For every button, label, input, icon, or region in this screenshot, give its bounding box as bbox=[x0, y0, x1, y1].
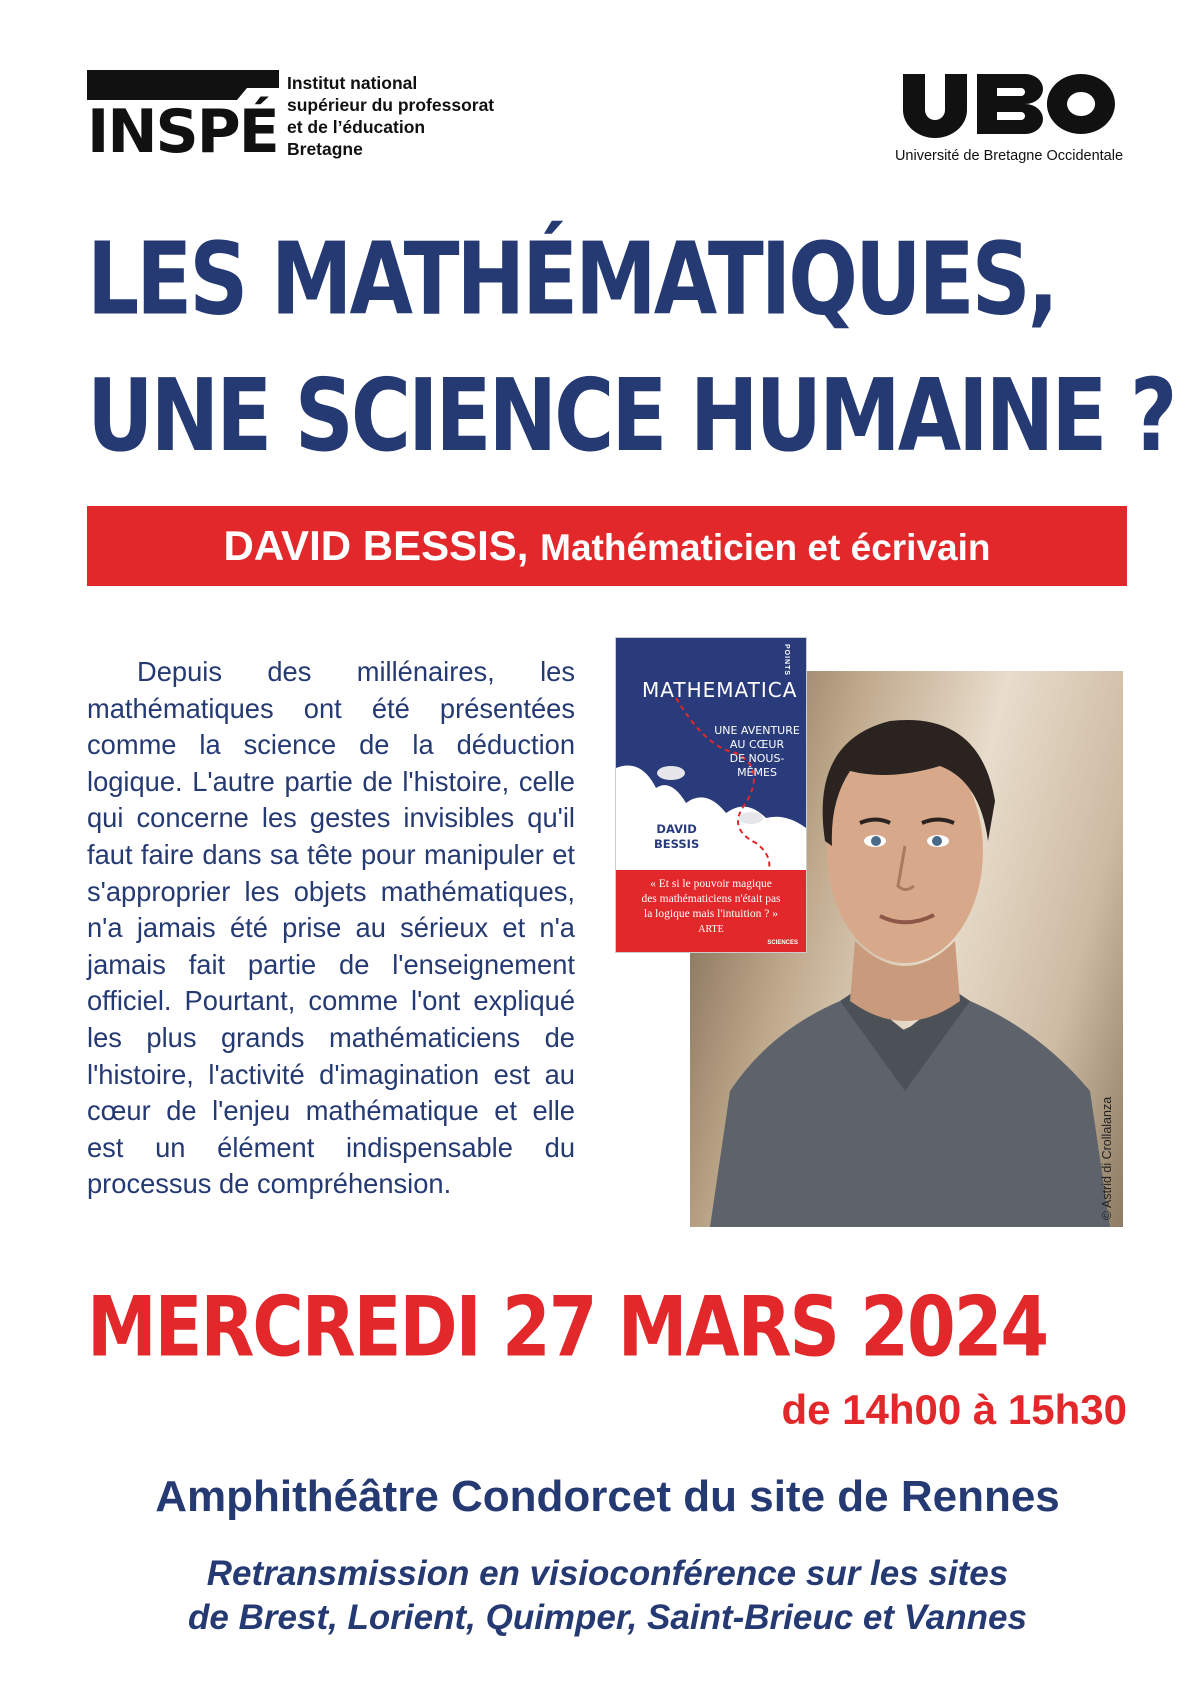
inspe-line: et de l’éducation bbox=[287, 117, 426, 137]
ubo-logo bbox=[894, 70, 1124, 170]
book-title: MATHEMATICA bbox=[642, 678, 798, 702]
event-time: de 14h00 à 15h30 bbox=[781, 1386, 1127, 1433]
ubo-logo-mark bbox=[899, 70, 1119, 138]
broadcast-line-1: Retransmission en visioconférence sur les sites bbox=[206, 1554, 1009, 1593]
book-quote-source: ARTE bbox=[698, 924, 724, 935]
title-line-1: LES MATHÉMATIQUES, bbox=[87, 221, 1056, 338]
book-author-line: DAVID bbox=[656, 822, 697, 836]
book-collection: SCIENCES bbox=[767, 940, 798, 946]
book-quote-line: la logique mais l'intuition ? » bbox=[644, 908, 778, 920]
inspe-logo-text: INSPÉ bbox=[87, 97, 278, 156]
inspe-institution-name bbox=[287, 72, 527, 160]
book-series: POINTS bbox=[783, 644, 790, 677]
book-subtitle bbox=[712, 724, 802, 780]
inspe-line: Institut national bbox=[287, 73, 418, 93]
book-subtitle-line: UNE AVENTURE bbox=[714, 724, 800, 737]
book-subtitle-line: DE NOUS-MÊMES bbox=[729, 752, 785, 779]
inspe-logo-mark bbox=[87, 70, 279, 156]
book-author-line: BESSIS bbox=[654, 837, 700, 851]
title-line-2: UNE SCIENCE HUMAINE ? bbox=[87, 358, 1175, 475]
event-title bbox=[87, 212, 1175, 485]
book-subtitle-line: AU CŒUR bbox=[729, 738, 785, 751]
event-description: Depuis des millénaires, les mathématiques ont été présentées comme la science de la déduction logique. L'autre partie de l'histoire, celle qui concerne les gestes invisibles qu'il faut faire dans sa tête pour manipuler et s'approprier les objets mathématiques, n'a jamais été prise au sérieux et n'a jamais fait partie de l'enseignement officiel. Pourtant, comme l'ont expliqué les plus grands mathématiciens de l'histoire, l'activité d'imagination est au cœur de l'enjeu mathématique et elle est un élément indispensable du processus de compréhension. bbox=[87, 656, 575, 1200]
speaker-banner bbox=[87, 506, 1127, 586]
book-author bbox=[654, 822, 699, 852]
photo-credit: © Astrid di Crollalanza bbox=[1100, 1096, 1114, 1220]
inspe-line: supérieur du professorat bbox=[287, 95, 495, 115]
broadcast-line-2: de Brest, Lorient, Quimper, Saint-Brieuc et Vannes bbox=[188, 1598, 1027, 1637]
inspe-line: Bretagne bbox=[287, 139, 363, 159]
speaker-role: Mathématicien et écrivain bbox=[540, 527, 991, 568]
event-date: MERCREDI 27 MARS 2024 bbox=[87, 1278, 1048, 1376]
event-venue: Amphithéâtre Condorcet du site de Rennes bbox=[155, 1472, 1060, 1521]
book-quote-line: « Et si le pouvoir magique bbox=[650, 878, 772, 890]
event-broadcast-info bbox=[60, 1552, 1155, 1640]
book-cover bbox=[616, 638, 806, 952]
ubo-subtitle: Université de Bretagne Occidentale bbox=[894, 148, 1124, 164]
book-quote-line: des mathématiciens n'était pas bbox=[641, 893, 781, 905]
inspe-logo bbox=[87, 70, 517, 160]
speaker-name: DAVID BESSIS, bbox=[223, 522, 529, 569]
